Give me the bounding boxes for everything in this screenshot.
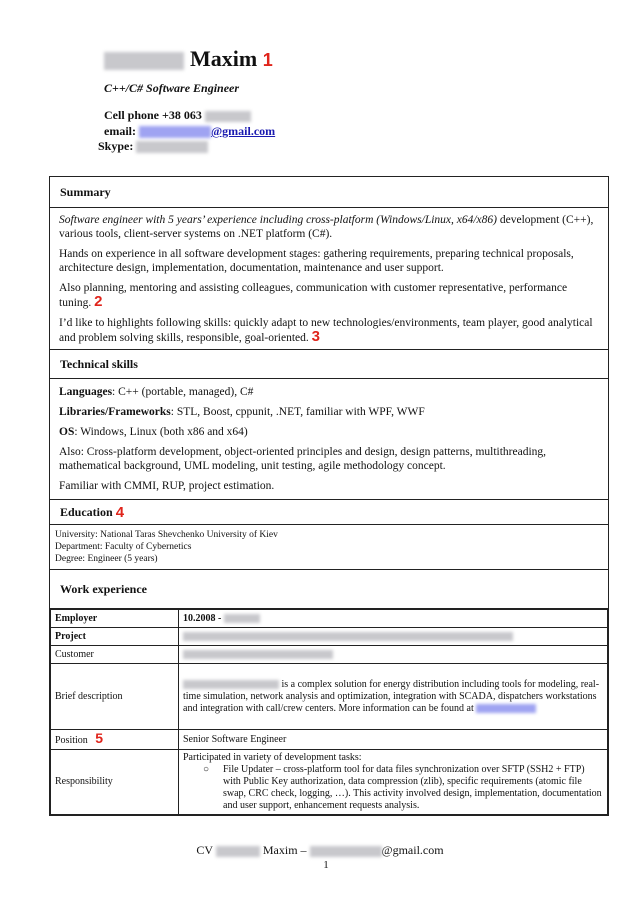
summary-experience-italic: Software engineer with 5 years’ experience including cross-platform (Windows/Linux, x64/x86) [59, 214, 497, 226]
responsibility-intro: Participated in variety of development tasks: [183, 752, 362, 763]
redacted-url-link[interactable] [476, 704, 536, 713]
redacted-surname [104, 52, 184, 70]
redacted-customer [183, 650, 333, 659]
brief-text-2: modeling, real-time simulation, network analysis and optimization, integration with SCADA, dispatchers workstations and integration with call/crew centers. More information can be found at [183, 678, 600, 714]
os-value: : Windows, Linux (both x86 and x64) [74, 426, 248, 438]
annotation-marker-4: 4 [115, 503, 125, 521]
education-body [50, 525, 608, 570]
redacted-skype [136, 141, 208, 153]
work-experience-table [50, 609, 608, 815]
education-department: Department: Faculty of Cybernetics [55, 542, 192, 552]
table-row [51, 628, 608, 646]
email-link[interactable]: @gmail.com [211, 124, 276, 138]
bullet-icon: ○ [203, 764, 210, 775]
summary-paragraph-3 [59, 281, 599, 310]
customer-label: Customer [51, 646, 179, 664]
candidate-name [104, 46, 273, 72]
employer-label-text: Employer [55, 612, 98, 624]
summary-paragraph-2: Hands on experience in all software development stages: gathering requirements, preparing technical proposals, architecture design, implementation, documentation, maintenance and user support. [59, 248, 574, 274]
languages-label: Languages [59, 386, 113, 398]
phone-label: Cell phone +38 063 [104, 108, 202, 122]
table-row [51, 664, 608, 730]
table-row [51, 610, 608, 628]
technical-skills-body [50, 379, 608, 500]
employer-label [51, 610, 179, 628]
project-label [51, 628, 179, 646]
summary-body [50, 208, 608, 350]
page-number: 1 [323, 859, 329, 871]
position-label [51, 730, 179, 750]
annotation-marker-5: 5 [95, 730, 104, 746]
annotation-marker-2: 2 [94, 293, 103, 310]
responsibility-item-text: File Updater – cross-platform tool for data files synchronization over SFTP (SSH2 + FTP) with Public Key authorization, data compression (zlib), specific requirements (atomic file swap, CRC check, logging, …). This activity involved design, implementation, documentation and user support, enhancement requests analysis. [223, 764, 602, 811]
page-footer [0, 843, 640, 858]
libraries-line [59, 405, 599, 419]
email-line [104, 124, 275, 139]
os-line [59, 425, 599, 439]
work-experience-heading [50, 570, 608, 609]
redacted-project [183, 632, 513, 641]
cv-content-frame [49, 176, 609, 816]
skype-label: Skype: [98, 139, 134, 153]
os-label: OS [59, 426, 75, 438]
footer-name: Maxim – [262, 843, 307, 857]
also-skills-line: Also: Cross-platform development, object-oriented principles and design, design patterns, multithreading, mathematical background, UML modeling, unit testing, agile methodology concept. [59, 446, 547, 472]
position-label-text: Position [55, 735, 88, 746]
brief-description-label: Brief description [51, 664, 179, 730]
project-value [179, 628, 608, 646]
redacted-phone [205, 111, 251, 122]
skype-line [98, 139, 208, 154]
customer-value [179, 646, 608, 664]
redacted-employer [224, 614, 260, 623]
education-degree: Degree: Engineer (5 years) [55, 554, 158, 564]
responsibility-label: Responsibility [51, 750, 179, 815]
summary-paragraph-1 [59, 213, 599, 241]
position-value: Senior Software Engineer [179, 730, 608, 750]
table-row [51, 730, 608, 750]
education-heading-text: Education [60, 504, 113, 519]
familiar-line: Familiar with CMMI, RUP, project estimation. [59, 480, 275, 492]
summary-paragraph-4-text: I’d like to highlights following skills: quickly adapt to new technologies/environments, team player, good analytical and problem solving skills, responsible, goal-oriented. [59, 317, 593, 344]
languages-line [59, 385, 599, 399]
redacted-email-user [139, 126, 211, 138]
phone-line [104, 108, 251, 123]
summary-heading-text: Summary [60, 184, 111, 199]
list-item [183, 764, 603, 812]
table-row [51, 646, 608, 664]
footer-email-domain: @gmail.com [381, 843, 444, 857]
summary-paragraph-3-text: Also planning, mentoring and assisting colleagues, communication with customer representative, performance tuning. [59, 282, 568, 309]
summary-experience-rest: development (C++), various tools, client-server systems on .NET platform (C#). [59, 214, 594, 240]
redacted-product-name [183, 680, 279, 689]
employer-value [179, 610, 608, 628]
footer-cv-label: CV [196, 843, 213, 857]
summary-heading [50, 177, 608, 208]
annotation-marker-1: 1 [262, 50, 273, 70]
education-university: University: National Taras Shevchenko University of Kiev [55, 530, 278, 540]
libraries-label: Libraries/Frameworks [59, 406, 171, 418]
technical-skills-heading [50, 350, 608, 379]
email-label: email: [104, 124, 136, 138]
brief-text-1: is a complex solution for energy distribution including tools for [281, 678, 536, 690]
libraries-value: : STL, Boost, cppunit, .NET, familiar with WPF, WWF [170, 406, 425, 418]
brief-description-value [179, 664, 608, 730]
annotation-marker-3: 3 [311, 328, 320, 345]
languages-value: : C++ (portable, managed), C# [112, 386, 254, 398]
redacted-footer-email [310, 846, 382, 857]
project-label-text: Project [55, 630, 86, 642]
employer-date: 10.2008 - [183, 612, 222, 624]
redacted-footer-surname [216, 846, 260, 857]
job-title: C++/C# Software Engineer [104, 81, 240, 95]
work-experience-heading-text: Work experience [60, 581, 147, 596]
education-heading [50, 500, 608, 525]
technical-skills-heading-text: Technical skills [60, 356, 138, 371]
table-row [51, 750, 608, 815]
responsibility-value [179, 750, 608, 815]
summary-paragraph-4 [59, 316, 599, 345]
first-name: Maxim [190, 46, 258, 71]
